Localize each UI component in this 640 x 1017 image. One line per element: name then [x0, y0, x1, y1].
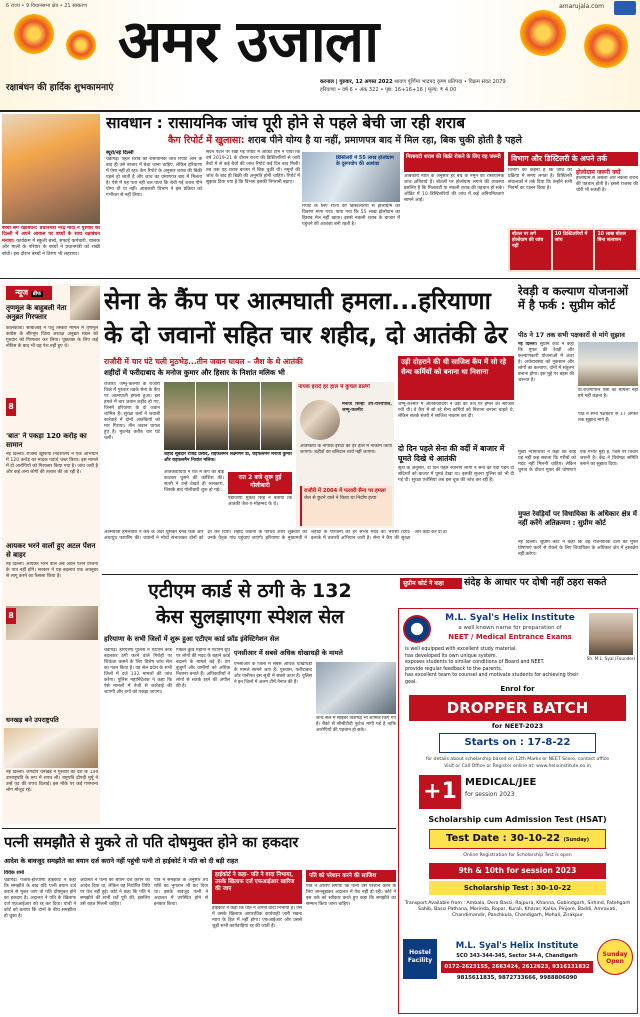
night-firing-badge: रात 2 बजे शुरू हुई गोलीबारी: [228, 472, 292, 494]
plus-one-badge: +1: [419, 775, 461, 809]
martyr-photo-3: [229, 382, 260, 450]
quote-headline: नायक इरादे हर हाल में कुचल डालेंगे: [298, 384, 370, 390]
helix-logo-icon: [403, 615, 431, 643]
rakhi-right-decoration: [520, 10, 566, 56]
lg-portrait-caption: मनोज सिन्हा उप-राज्यपाल, जम्मू-कश्मीर: [342, 402, 392, 413]
supreme-court-photo: [578, 342, 638, 386]
helix-phones-2: 9815611835, 9872733666, 9988806090: [456, 975, 578, 981]
lead-sidebox3-text: होलोग्राम से असली और नकली शराब की पहचान होती है। इससे राजस्व की चोरी भी रुकती है।: [576, 176, 638, 193]
nine-ten-banner: 9th & 10th for session 2023: [429, 863, 606, 879]
lead-stat-2: 10 डिस्टिलरियों में जांच: [553, 230, 594, 270]
helix-bullet: is well equipped with excellent study material.: [405, 647, 517, 652]
medical-jee: MEDICAL/JEE: [465, 777, 537, 788]
dropper-batch-banner: DROPPER BATCH: [409, 695, 626, 721]
helix-brand-footer: M.L. Syal's Helix Institute: [455, 941, 579, 951]
bottom-box2-head: पति को परेशान करने की साजिश: [306, 870, 396, 882]
online-registration: Online Registration for Scholarship Test is open: [463, 853, 572, 858]
helix-exam: NEET / Medical Entrance Exams: [448, 633, 572, 641]
atm-headline: [104, 578, 396, 634]
newspaper-logo: अमर उजाला: [118, 7, 379, 75]
news-brief-badge: [6, 286, 52, 300]
edition-panchang: श्रावण पूर्णिमा भाद्रपद कृष्ण प्रतिपदा • विक्रम संवत 2079: [394, 79, 506, 85]
distillery-chart-caption: डिस्टिलरी में 55 लाख होलोग्राम के दुरुपयोग की आशंका: [336, 155, 394, 167]
lead-sidebox1-head: मिलावटी शराब की बिक्री रोकने के लिए यह जरूरी: [404, 152, 504, 172]
martyrs-photo-caption: शहीद सूबेदार राजेंद्र प्रसाद, राइफलमैन लक्ष्मणन डी, राइफलमैन मनोज कुमार और राइफलमैन निशांत मलिक।: [164, 452, 292, 463]
test-date-sunday: (Sunday): [563, 837, 589, 843]
brief3-text: नई दिल्ली। आयकर भरने वाले अब अटल पेंशन योजना के पात्र नहीं होंगे। सरकार ने यह बदलाव एक अक्तूबर से लागू करने का फैसला किया है।: [6, 562, 98, 579]
revdi-text-col3: मुख्य न्यायाधीश ने कहा कि कोई यह नहीं कह सकता कि गरीबों को मदद नहीं मिलनी चाहिए। लेकिन चुनाव के दौरान मुफ्त की घोषणाएं एक गंभीर मुद्दा है, जिस पर विचार जरूरी है। केंद्र ने विशेषज्ञ समिति बनाने का सुझाव दिया।: [518, 450, 638, 473]
lead-stats-strip: [508, 228, 638, 272]
main-headline-line1: सेना के कैंप पर आत्मघाती हमला...हरियाणा: [104, 287, 491, 315]
brief-page-marker: 8: [6, 398, 16, 416]
main-strap2: शहीदों में फरीदाबाद के मनोज कुमार और हिसार के निशांत मलिक भी: [104, 368, 285, 377]
lead-text-col2: सदन पटल पर रखी गई रिपोर्ट में ऑडिट टीम ने पाया कि वर्ष 2019-21 के दौरान राज्य की डिस्टिलरियों से जारी बैचों में से कई बैचों की जांच रिपोर्ट कई दिन बाद मिली। तब तक यह शराब बाजार में बिक चुकी थी। नमूनों की जांच के बाद ही बिक्री की अनुमति होनी चाहिए। रिपोर्ट में सुझाव दिया गया है कि विभाग इसकी निगरानी बढ़ाए।: [206, 150, 300, 185]
brief-page-marker-2: 8: [6, 608, 16, 624]
logo-badge-icon: [614, 1, 636, 15]
sc-photo-caption: वी.राजगोपाल ऐसा का मामला नहीं हमें नहीं कहना है।: [578, 388, 638, 399]
main-strap: राजौरी में चार घंटे चली मुठभेड़...तीन जवान घायल – जैश के थे आतंकी: [104, 357, 303, 366]
brief2-headline: 'बात' ने पकड़ा 120 करोड़ का सामान: [6, 432, 87, 449]
scholarship-details: for details about scholarship based on 12th Marks or NEET Score, contact office: [425, 757, 610, 762]
main-text-col3: एडीजीपी मुकेश सिंह ने बताया कि आतंकी जैश-ए-मोहम्मद के थे।: [228, 496, 292, 507]
brief4-photo: [4, 728, 98, 768]
quote-text: आतंकियों के नापाक इरादों को हर हाल में नाकाम किया जाएगा। शहीदों का बलिदान व्यर्थ नहीं जाएगा।: [300, 444, 392, 455]
martyrs-photo-strip: [164, 382, 292, 450]
lead-sub-rest: शराब पीने योग्य है या नहीं, प्रमाणपत्र बाद में मिल रहा, बिक चुकी होती है पहले: [244, 135, 522, 146]
bottom-byline: विवेक शर्मा: [4, 870, 25, 876]
box-2004-head: राजौरी में 2004 में फरवरी सैन्य पर हमला: [304, 488, 386, 494]
helix-bullet: has developed its own unique system.: [405, 653, 498, 659]
revdi-box-headline: मुफ्त रेवड़ियों पर विधायिका के अधिकार क्षेत्र में नहीं करेंगे अतिक्रमण : सुप्रीम कोर्ट: [518, 510, 637, 527]
rakhi-left-small-decoration: [66, 30, 96, 60]
helix-bullet: has excellent team to counsel and motivate students for achieving their goal.: [405, 673, 579, 685]
pm-photo-caption: बच्चों संग रक्षाबंधन: प्रधानमंत्री नरेंद्र मोदी ने गुरुवार को दिल्ली में अपने आवास पर बच्चों के साथ रक्षाबंधन मनाया। कार्यक्रम में स्कूली बच्चे, सफाई कर्मचारी, चालक और माली के परिवार के बच्चों ने प्रधानमंत्री को राखी बांधी। इस दौरान बच्चों ने तिरंगा भी लहराया।: [2, 226, 100, 257]
lead-sidebox3-head: होलोग्राम जरूरी क्यों: [576, 169, 621, 176]
sunday-open-badge: Sunday Open: [597, 939, 633, 975]
lead-byline: ब्यूरो/नई दिल्ली: [106, 150, 134, 156]
martyr-photo-2: [196, 382, 227, 450]
lead-text-col3: रिपोर्ट के लिए राज्य की डिस्टिलरियों से होलोग्राम का विवरण मांगा गया। पाया गया कि 55 लाख होलोग्राम का हिसाब मेल नहीं खाता। इससे नकली शराब के बाजार में पहुंचने की आशंका बनी रहती है।: [302, 204, 400, 227]
brief3-photo: [6, 606, 98, 640]
atm-headline-line1: एटीएम कार्ड से ठगी के 132: [148, 580, 352, 602]
hsat-title: Scholarship cum Admission Test (HSAT): [428, 815, 607, 824]
main-text-bottom: आत्मघाती हमलावरों ने कैंप के अंदर घुसकर ग्रेनेड फेंके और अंधाधुंध फायरिंग की। जवानों ने मोर्चा संभालकर दोनों को ढेर कर दिया। शहीद जवानों के पार्थिव शरीर शुक्रवार को उनके पैतृक गांव पहुंचाए जाएंगे। हरियाणा के मुख्यमंत्री ने शहीदों के परिजनों को हर संभव मदद का भरोसा दिया। इलाके में तलाशी अभियान जारी है। सेना ने कैंप की सुरक्षा और कड़ी कर दी है।: [104, 530, 448, 541]
atm-text-col2: पिछले कुछ महीनों में एटीएम बूथ पर लोगों की मदद के बहाने कार्ड बदलने के मामले बढ़े हैं। ठग बुजुर्गों और ग्रामीणों को अधिक निशाना बनाते हैं। अधिकारियों ने लोगों से सतर्क रहने की अपील की है।: [176, 648, 230, 689]
bottom-rule: [2, 828, 396, 829]
test-date: [429, 829, 606, 849]
founder-photo: [589, 613, 633, 655]
plot-box2-headline: दो दिन पहले सेना की वर्दी में बाजार में घूमते दिखे थे आतंकी: [398, 444, 505, 463]
hostel-badge: Hostel Facility: [403, 939, 437, 979]
masthead-top-strip: 6 राज्य • 9 विधानसभा क्षेत्र • 21 संस्करण: [6, 3, 88, 9]
greeting-suffix: की हार्दिक शुभकामनाएं: [37, 83, 114, 93]
sc-middle-headline: संदेह के आधार पर दोषी नहीं ठहरा सकते: [464, 577, 607, 588]
main-text-col2: आतंकवादियों ने रात में कैंप की बाड़ काटकर घुसने की कोशिश की। संतरी ने उन्हें देखते ही ललकारा, जिसके बाद गोलीबारी शुरू हो गई।: [164, 470, 224, 493]
bottom-text-col1: चंडीगढ़। पंजाब-हरियाणा हाईकोर्ट ने कहा कि समझौते के बाद यदि पत्नी बयान दर्ज कराने से मुकर जाए तो पति दोषमुक्त होने का हकदार है। अदालत ने पति के खिलाफ दर्ज एफआईआर को रद्द कर दिया। याची ने कोर्ट को बताया कि दोनों के बीच समझौता हो चुका है।: [4, 878, 76, 919]
register-online: Visit or Call Office or Register online at: www.helixinstitute.co.in: [444, 764, 591, 769]
pm-rakhi-photo: [2, 114, 100, 224]
greeting-prefix: रक्षाबंधन: [6, 83, 35, 93]
brief3-headline: आयकर भरने वालों हुए अटल पेंशन से बाहर: [6, 542, 96, 559]
box-2004: [300, 486, 392, 526]
bottom-box1-head: हाईकोर्ट ने कहा- पति ने वादा निभाया, उसके खिलाफ दर्ज एफआईआर खारिज की जाए: [212, 870, 302, 904]
lead-headline: सावधान : रासायनिक जांच पूरी होने से पहले बेची जा रही शराब: [106, 114, 466, 132]
masthead-rule: [0, 110, 640, 112]
atm-headline-line2: केस सुलझाएगा स्पेशल सेल: [155, 606, 345, 628]
helix-bullets: [405, 647, 585, 687]
plot-box-text: जम्मू-कश्मीर में आतंकवादियों ने उड़ी की तर्ज पर हमले की साजिश रची थी। वे कैंप में सो रहे सैन्य कर्मियों को निशाना बनाना चाहते थे, लेकिन सतर्क संतरी ने साजिश नाकाम कर दी।: [398, 402, 514, 419]
atm-photo: [316, 662, 396, 714]
atm-text-col1: चंडीगढ़। हरियाणा पुलिस ने एटीएम कार्ड बदलकर ठगी करने वाले गिरोहों पर शिकंजा कसने के लिए विशेष जांच सेल का गठन किया है। यह सेल प्रदेश के सभी जिलों में दर्ज 132 मामलों की जांच करेगा। पुलिस महानिदेशक ने कहा कि ऐसे मामलों में तेजी से कार्रवाई की जाएगी और ठगों को पकड़ा जाएगा।: [104, 648, 172, 695]
revdi-box-text: नई दिल्ली। सुप्रीम कोर्ट ने कहा कि वह राजनीतिक दलों को मुफ्त घोषणाएं करने से रोकने के लिए विधायिका के अधिकार क्षेत्र में हस्तक्षेप नहीं करेगा।: [518, 540, 638, 557]
revdi-text-col2: पीठ ने सभी पक्षकारों से 17 अगस्त तक सुझाव मांगे हैं।: [578, 412, 638, 423]
founder-caption: Sh. M.L. Syal (Founder): [586, 656, 636, 661]
main-text-col1: राजौरी। जम्मू-कश्मीर के राजौरी जिले में गुरुवार तड़के सेना के कैंप पर आत्मघाती हमला हुआ। इस हमले में चार जवान शहीद हो गए, जिनमें हरियाणा के दो जवान शामिल हैं। सुरक्षा बलों ने जवाबी कार्रवाई में दोनों आतंकियों को मार गिराया। तीन जवान घायल हुए हैं। मुठभेड़ करीब चार घंटे चली।: [104, 382, 160, 441]
lead-sidebox2-text: विभाग का कहना है कि जांच की प्रक्रिया में समय लगता है। डिस्टिलरी संचालकों ने तर्क दिया कि उन्होंने सभी नियमों का पालन किया है।: [508, 168, 572, 191]
lead-bottom-rule: [0, 278, 640, 279]
main-headline-line2: के दो जवानों सहित चार शहीद, दो आतंकी ढेर: [104, 321, 508, 349]
rakhi-right2-decoration: [584, 24, 628, 68]
atm-side-headline: एनसीआर में सबसे अधिक धोखाधड़ी के मामले: [234, 649, 343, 657]
dropper-start-date: Starts on : 17-8-22: [439, 733, 596, 753]
plot-box-headline: उड़ी दोहराने की थी साजिश कैंप में सो रहे सैन्य कर्मियों को बनाना था निशाना: [398, 356, 514, 400]
bottom-box2-text: पति ने आरोप लगाया कि पत्नी उसे परेशान करने के लिए जानबूझकर अदालत में पेश नहीं हो रही। कोर्ट ने इस तर्क को स्वीकार करते हुए कहा कि समझौते का सम्मान किया जाना चाहिए।: [306, 884, 396, 907]
atm-subheadline: हरियाणा के सभी जिलों में शुरू हुआ एटीएम कार्ड फ्रॉड इंवेस्टिगेशन सेल: [104, 635, 279, 643]
brief2-text: नई दिल्ली। राजस्व खुफिया निदेशालय ने एक अभियान में 120 करोड़ का मादक पदार्थ जब्त किया। इस मामले में दो आरोपियों को गिरफ्तार किया गया है। जांच जारी है और कई अन्य लोगों की तलाश की जा रही है।: [6, 452, 98, 475]
martyr-photo-1: [164, 382, 195, 450]
bottom-subheadline: आदेश के बावजूद समझौते का बयान दर्ज कराने नहीं पहुंची पत्नी तो हाईकोर्ट ने पति को दी बड़ी राहत: [4, 857, 238, 865]
helix-bullet: provide regular feedback to the parents.: [405, 666, 503, 672]
lead-sub-red: कैग रिपोर्ट में खुलासा:: [168, 135, 245, 146]
test-date-text: Test Date : 30-10-22: [446, 833, 561, 844]
transport-info: Transport Available from : Ambala, Dera Bassi, Rajpura, Khanna, Gobindgarh, Sirhind, Fatehgarh Sahib, Bassi Pathana, Morinda, Ropar, Kurali, Kharar, Kalka, Pinjore, Baddi, Amravati, Chandimandir, Panchkula, Chandigarh, Mohali, Zirakpur: [404, 901, 631, 919]
helix-address: SCO 343-344-345, Sector 34-A, Chandigarh: [456, 953, 578, 959]
lead-stat-1: बोतल पर लगे होलोग्राम की जांच नहीं: [510, 230, 551, 270]
revdi-headline: रेवड़ी व कल्याण योजनाओं में है फर्क : सुप्रीम कोर्ट: [518, 284, 628, 312]
mid-rule: [102, 574, 638, 575]
helix-tagline: a well known name for preparation of: [458, 625, 562, 631]
atm-text-col3: एनसीआर के जिलों में सबसे अधिक धोखाधड़ी के मामले सामने आए हैं। गुरुग्राम, फरीदाबाद और पानीपत इस सूची में सबसे ऊपर हैं। पुलिस ने इन जिलों में अलग टीमें तैनात की हैं।: [234, 662, 312, 685]
lead-text-col1: चंडीगढ़। पहले शराब की रासायनिक जांच रिपोर्ट आने के बाद ही उसे बाजार में बेचा जाना चाहिए, लेकिन हरियाणा में ऐसा नहीं हो रहा। कैग रिपोर्ट के अनुसार शराब की बिक्री पहले हो जाती है और जांच का प्रमाणपत्र बाद में मिलता है। ऐसे में यह पता नहीं चल पाता कि बेची गई शराब पीने योग्य थी या नहीं। आबकारी विभाग ने इस प्रक्रिया को गंभीरता से नहीं लिया।: [106, 157, 202, 198]
brief1-photo: [70, 286, 100, 320]
pm-caption-text: बच्चों संग रक्षाबंधन: प्रधानमंत्री नरेंद्र मोदी ने गुरुवार को दिल्ली में अपने आवास पर बच्चों के साथ रक्षाबंधन मनाया।: [2, 226, 100, 244]
martyr-photo-4: [261, 382, 292, 450]
medical-session: for session 2023: [465, 791, 515, 798]
sc-middle-tag: सुप्रीम कोर्ट ने कहा: [400, 578, 462, 589]
masthead: [0, 0, 640, 110]
revdi-text-col1: नई दिल्ली। सुप्रीम कोर्ट ने कहा कि मुफ्त की रेवड़ी और कल्याणकारी योजनाओं में अंतर है। अर्थव्यवस्था को नुकसान और लोगों का कल्याण, दोनों में संतुलन बनाना होगा। इस मुद्दे पर बहस की जरूरत है।: [518, 342, 574, 383]
revdi-subheadline: पीठ ने 17 तक सभी पक्षकारों से मांगे सुझाव: [518, 331, 625, 339]
helix-phones: 0172-2623155, 2663424, 2612623, 9316131832: [441, 961, 593, 973]
atm-text-col4: जांच सेल में साइबर विशेषज्ञ भी शामिल किए गए हैं। बैंकों से सीसीटीवी फुटेज मांगी गई है ताकि आरोपियों की पहचान हो सके।: [316, 716, 396, 733]
lg-portrait: [300, 400, 340, 440]
enrol-label: Enrol for: [500, 685, 535, 693]
main-headline: [104, 284, 514, 356]
brief4-text: नई दिल्ली। जगदीप धनखड़ ने गुरुवार को देश के 14वें उपराष्ट्रपति के रूप में शपथ ली। राष्ट्रपति द्रौपदी मुर्मू ने उन्हें पद की शपथ दिलाई। इस मौके पर कई गणमान्य लोग मौजूद रहे।: [6, 770, 98, 793]
lead-stat-3: 10 लाख बोतल बिना सत्यापन: [595, 230, 636, 270]
brief1-headline: तृणमूल के बाहुबली नेता अनुब्रत गिरफ्तार: [6, 304, 67, 321]
bottom-box1-text: हाईकोर्ट ने कहा कि पति ने अपना वादा निभाया है। ऐसे में उसके खिलाफ आपराधिक कार्यवाही जारी रखना न्याय के हित में नहीं होगा। एफआईआर और उससे जुड़ी सभी कार्यवाहियां रद्द की जाती हैं।: [212, 906, 302, 929]
bottom-headline: पत्नी समझौते से मुकरे तो पति दोषमुक्त होने का हकदार: [4, 835, 299, 851]
edition-date: करनाल | गुरुवार, 12 अगस्त 2022: [320, 79, 393, 85]
dropper-for: for NEET-2023: [491, 722, 544, 730]
bottom-text-col3: पति ने समझौते के अनुसार तय राशि का भुगतान भी कर दिया था। इसके बावजूद पत्नी ने अदालत में उपस्थित होने से इनकार किया।: [154, 878, 208, 907]
brief1-text: कोलकाता। सीबीआई ने पशु तस्करी मामले में तृणमूल कांग्रेस के बीरभूम जिला अध्यक्ष अनुब्रत मंडल को गुरुवार को गिरफ्तार कर लिया। पूछताछ के लिए कई नोटिस के बाद भी वह पेश नहीं हुए थे।: [6, 326, 98, 349]
box-2004-sub: जेल से छूटने वाले ने किया था निर्दोष हत्या: [304, 495, 377, 501]
edition-meta: हरियाणा • वर्ष 6 • अंक 322 • पृष्ठ: 16+16+16 | मूल्य: ₹ 4.00: [320, 87, 457, 93]
edition-info: [320, 78, 638, 94]
rakhi-left-decoration: [14, 14, 54, 54]
site-url: amarujala.com: [559, 3, 604, 10]
news-badge-text: न्यूज: [15, 288, 29, 297]
greeting: [6, 80, 113, 93]
helix-bullet: exposes students to similar conditions of Board and NEET.: [405, 660, 545, 666]
revdi-byline: नई दिल्ली।: [518, 342, 538, 347]
nine-ten-test: Scholarship Test : 30-10-22: [429, 881, 606, 895]
plot-box2-text: सूत्रों के अनुसार, दो दिन पहले स्थानीय लोगों ने सेना की वर्दी पहने दो संदिग्धों को बाजार में घूमते देखा था। इसकी सूचना पुलिस को भी दी गई थी। सुरक्षा एजेंसियां अब इस चूक की जांच कर रही हैं।: [398, 466, 514, 483]
sc-middle-spacer: [400, 606, 401, 607]
brief4-headline: धनखड़ बने उपराष्ट्रपति: [6, 716, 59, 724]
bottom-text-col2: अदालत ने पत्नी को बयान दर्ज कराने का आदेश दिया था, लेकिन वह निर्धारित तिथि पर पेश नहीं हुई। कोर्ट ने कहा कि पति ने समझौते की सभी शर्तें पूरी कीं, इसलिए उसे राहत मिलनी चाहिए।: [80, 878, 150, 907]
helix-brand: M.L. Syal's Helix Institute: [445, 613, 575, 623]
lead-subheadline: [168, 134, 638, 148]
helix-advertisement[interactable]: [398, 608, 638, 1014]
lead-sidebox2-head: विभाग और डिस्टिलरी के अपने तर्क: [508, 152, 638, 166]
lead-sidebox1-text: आबकारी नीति के अनुसार हर बैच के नमूने की रासायनिक जांच अनिवार्य है। बोतलों पर होलोग्राम लगाने की व्यवस्था इसलिए है कि मिलावटी या नकली शराब की पहचान हो सके। ऑडिट में 10 डिस्टिलरियों की जांच में कई अनियमितताएं सामने आईं।: [404, 174, 504, 203]
news-badge-sub: ब्रीफ: [32, 291, 41, 297]
